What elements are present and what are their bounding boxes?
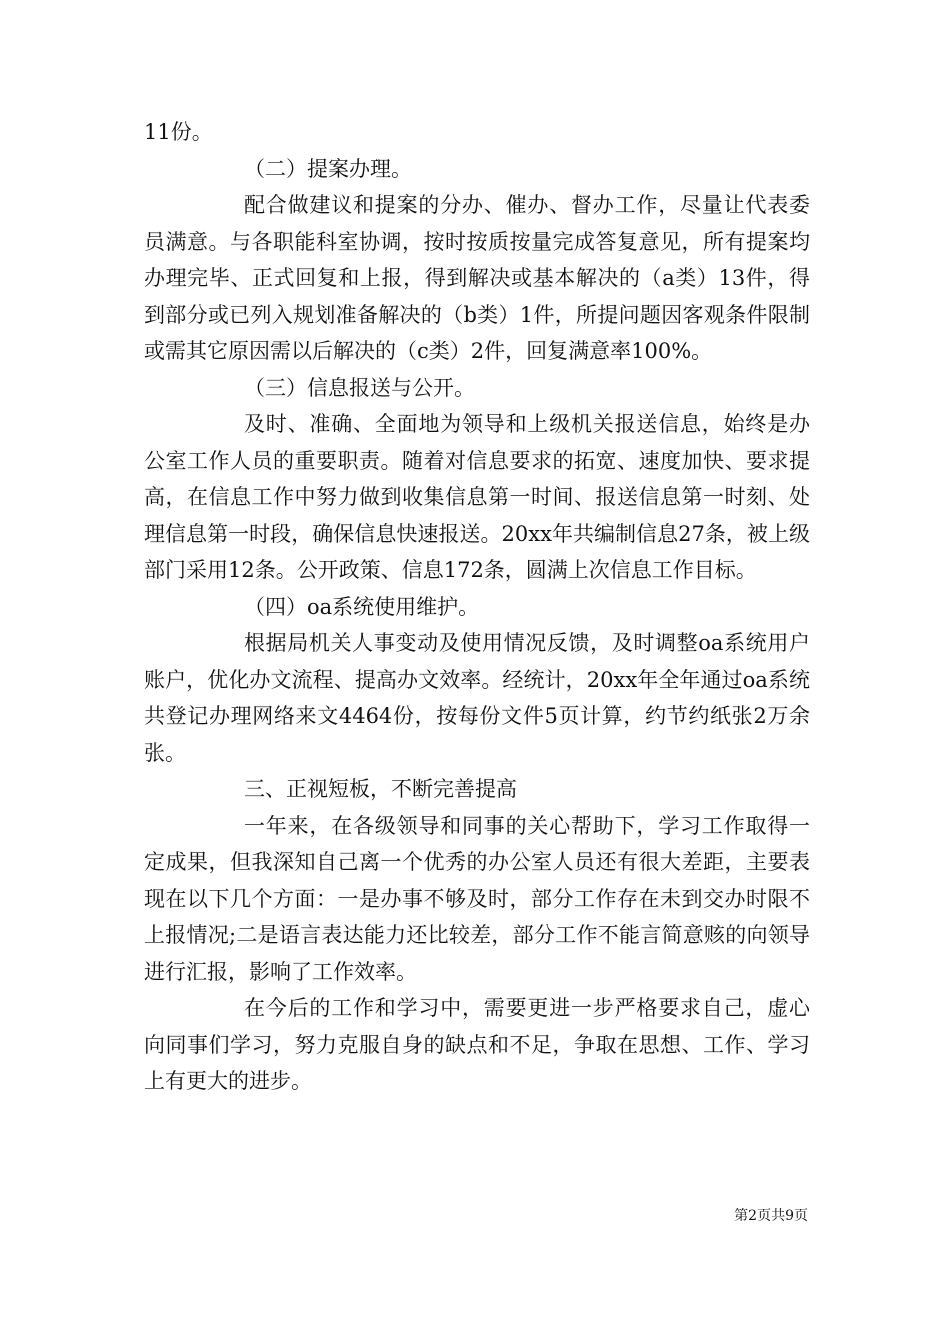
document-body <box>144 114 810 1100</box>
paragraph-oa-system: 根据局机关人事变动及使用情况反馈，及时调整oa系统用户账户，优化办文流程、提高办文效率。经统计，20xx年全年通过oa系统共登记办理网络来文4464份，按每份文件5页计算，约节约纸张2万余张。 <box>144 631 810 765</box>
section-heading-shortcomings: 三、正视短板，不断完善提高 <box>244 777 517 801</box>
paragraph-proposals: 配合做建议和提案的分办、催办、督办工作，尽量让代表委员满意。与各职能科室协调，按时按质按量完成答复意见，所有提案均办理完毕、正式回复和上报，得到解决或基本解决的（a类）13件，得到部分或已列入规划准备解决的（b类）1件，所提问题因客观条件限制或需其它原因需以后解决的（c类）2件，回复满意率100%。 <box>144 193 810 363</box>
paragraph-continuation: 11份。 <box>144 120 213 144</box>
section-heading-oa-system: （四）oa系统使用维护。 <box>244 594 480 619</box>
section-heading-proposals: （二）提案办理。 <box>244 156 412 181</box>
page-number-footer: 第2页共9页 <box>734 1208 808 1224</box>
paragraph-shortcomings: 一年来，在各级领导和同事的关心帮助下，学习工作取得一定成果，但我深知自己离一个优秀的办公室人员还有很大差距，主要表现在以下几个方面：一是办事不够及时，部分工作存在未到交办时限不上报情况;二是语言表达能力还比较差，部分工作不能言简意赅的向领导进行汇报，影响了工作效率。 <box>144 813 810 984</box>
paragraph-future-plans: 在今后的工作和学习中，需要更进一步严格要求自己，虚心向同事们学习，努力克服自身的缺点和不足，争取在思想、工作、学习上有更大的进步。 <box>144 996 810 1093</box>
paragraph-information: 及时、准确、全面地为领导和上级机关报送信息，始终是办公室工作人员的重要职责。随着对信息要求的拓宽、速度加快、要求提高，在信息工作中努力做到收集信息第一时间、报送信息第一时刻、处理信息第一时段，确保信息快速报送。20xx年共编制信息27条，被上级部门采用12条。公开政策、信息172条，圆满上次信息工作目标。 <box>144 412 810 582</box>
section-heading-information: （三）信息报送与公开。 <box>244 375 475 400</box>
